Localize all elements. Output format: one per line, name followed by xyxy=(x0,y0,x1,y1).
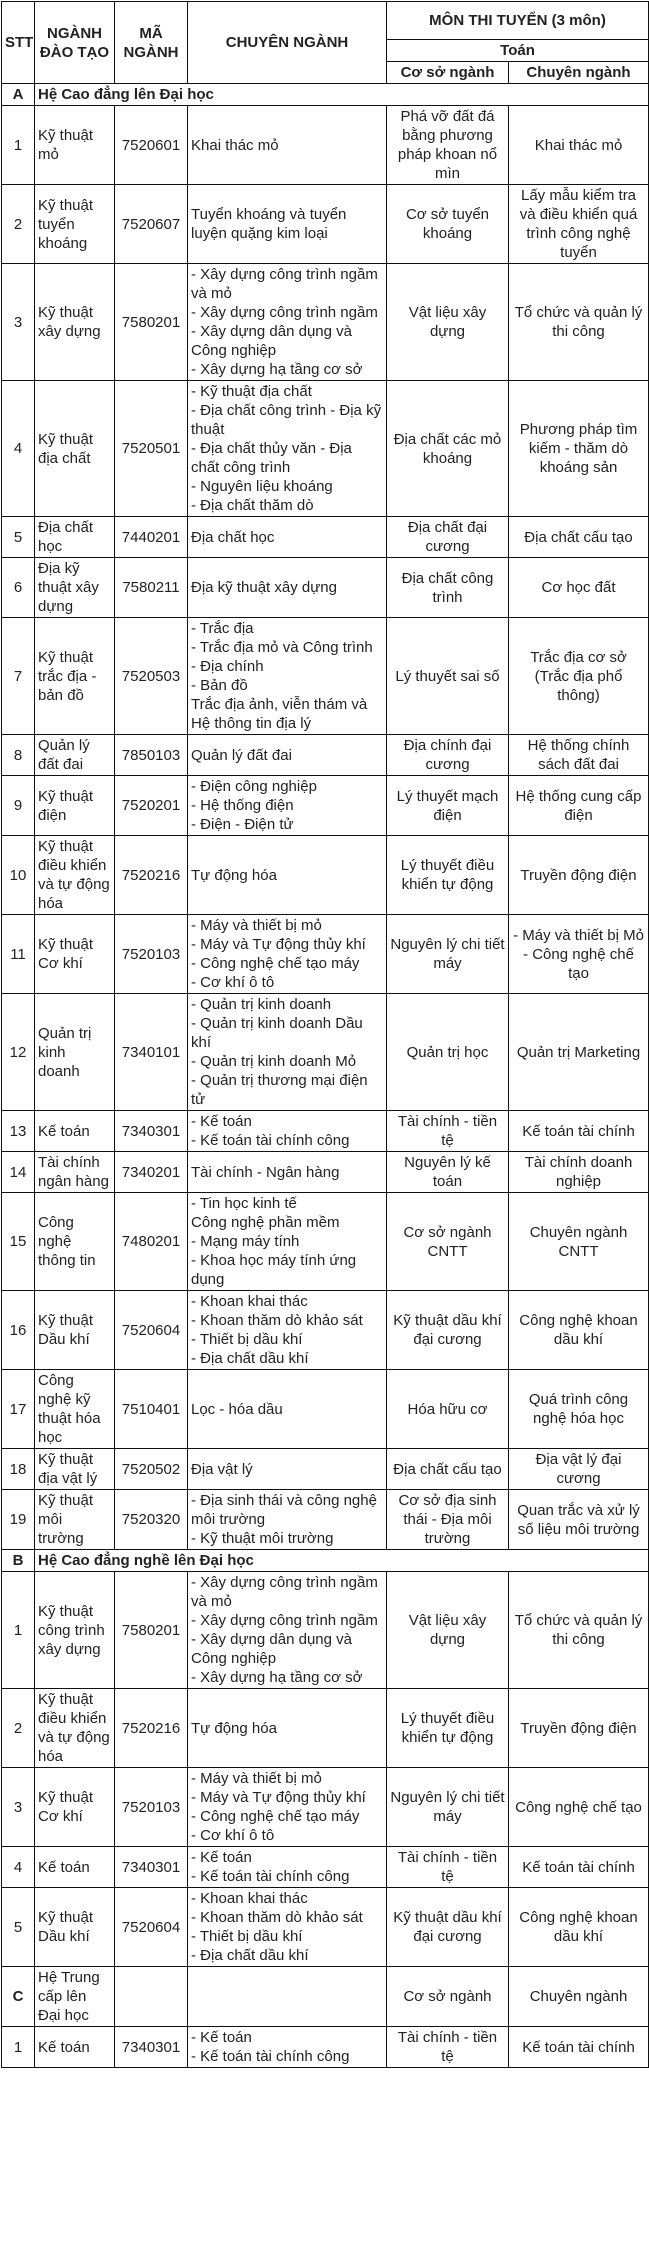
row-nganh: Kỹ thuật tuyển khoáng xyxy=(35,185,115,264)
section-chuyen-nganh: Chuyên ngành xyxy=(509,1967,649,2027)
row-chuyen-nganh-exam xyxy=(509,2027,649,2068)
specialization-line: - Địa chất dầu khí xyxy=(191,1350,309,1367)
row-chuyen-nganh xyxy=(188,1111,387,1152)
specialization-line: - Xây dựng hạ tầng cơ sở xyxy=(191,1669,363,1686)
specialization-line: - Kỹ thuật địa chất xyxy=(191,383,312,400)
header-chuyen-nganh-sub: Chuyên ngành xyxy=(509,62,649,84)
row-ma-nganh: 7580201 xyxy=(115,264,188,381)
table-row xyxy=(2,2027,649,2068)
row-stt: 4 xyxy=(2,381,35,517)
section-title: Hệ Cao đẳng lên Đại học xyxy=(35,84,649,106)
specialization-line: - Xây dựng dân dụng và Công nghiệp xyxy=(191,1631,352,1667)
header-chuyen-nganh: CHUYÊN NGÀNH xyxy=(188,2,387,84)
specialization-line: Tuyển khoáng và tuyển luyện quặng kim loại xyxy=(191,206,347,242)
row-stt: 13 xyxy=(2,1111,35,1152)
row-stt: 6 xyxy=(2,558,35,618)
row-co-so-nganh: Tài chính - tiền tệ xyxy=(387,1847,509,1888)
specialization-line: - Địa sinh thái và công nghệ môi trường xyxy=(191,1492,377,1528)
section-title: Hệ Trung cấp lên Đại học xyxy=(35,1967,115,2027)
row-nganh: Quản lý đất đai xyxy=(35,735,115,776)
exam-subject-line: - Công nghệ chế tạo xyxy=(523,945,634,982)
row-co-so-nganh: Quản trị học xyxy=(387,994,509,1111)
specialization-line: - Cơ khí ô tô xyxy=(191,1827,275,1844)
row-chuyen-nganh xyxy=(188,1888,387,1967)
row-chuyen-nganh-exam xyxy=(509,264,649,381)
specialization-line: - Máy và Tự động thủy khí xyxy=(191,1789,366,1806)
row-co-so-nganh: Hóa hữu cơ xyxy=(387,1370,509,1449)
row-ma-nganh: 7850103 xyxy=(115,735,188,776)
row-chuyen-nganh xyxy=(188,185,387,264)
row-nganh: Kế toán xyxy=(35,2027,115,2068)
row-chuyen-nganh xyxy=(188,735,387,776)
specialization-line: - Khoan thăm dò khảo sát xyxy=(191,1909,363,1926)
specialization-line: - Địa chính xyxy=(191,658,264,675)
table-row xyxy=(2,1291,649,1370)
header-co-so-nganh: Cơ sở ngành xyxy=(387,62,509,84)
specialization-line: - Cơ khí ô tô xyxy=(191,974,275,991)
specialization-line: - Xây dựng hạ tầng cơ sở xyxy=(191,361,363,378)
specialization-line: - Công nghệ chế tạo máy xyxy=(191,1808,360,1825)
exam-subject-line: - Máy và thiết bị Mỏ xyxy=(513,926,644,944)
table-row xyxy=(2,915,649,994)
row-chuyen-nganh-exam xyxy=(509,994,649,1111)
row-co-so-nganh: Kỹ thuật dầu khí đại cương xyxy=(387,1888,509,1967)
row-chuyen-nganh-exam xyxy=(509,1291,649,1370)
row-co-so-nganh: Lý thuyết điều khiển tự động xyxy=(387,836,509,915)
row-co-so-nganh: Tài chính - tiền tệ xyxy=(387,1111,509,1152)
row-nganh: Kỹ thuật Dầu khí xyxy=(35,1291,115,1370)
section-row-sectionA xyxy=(2,84,649,106)
row-chuyen-nganh xyxy=(188,1768,387,1847)
row-ma-nganh: 7480201 xyxy=(115,1193,188,1291)
exam-subject-line: Lấy mẫu kiểm tra và điều khiển quá trình công nghệ tuyển xyxy=(519,187,638,261)
row-chuyen-nganh-exam xyxy=(509,836,649,915)
row-nganh: Kỹ thuật điện xyxy=(35,776,115,836)
row-nganh: Kỹ thuật công trình xây dựng xyxy=(35,1572,115,1689)
exam-subject-line: Công nghệ khoan dầu khí xyxy=(519,1909,638,1945)
table-row xyxy=(2,264,649,381)
row-chuyen-nganh xyxy=(188,618,387,735)
row-stt: 1 xyxy=(2,1572,35,1689)
row-chuyen-nganh xyxy=(188,776,387,836)
row-chuyen-nganh xyxy=(188,1449,387,1490)
row-stt: 3 xyxy=(2,264,35,381)
exam-subject-line: Chuyên ngành CNTT xyxy=(529,1223,628,1260)
row-stt: 9 xyxy=(2,776,35,836)
specialization-line: Quản lý đất đai xyxy=(191,746,292,764)
row-co-so-nganh: Lý thuyết mạch điện xyxy=(387,776,509,836)
table-row xyxy=(2,517,649,558)
row-chuyen-nganh xyxy=(188,915,387,994)
row-chuyen-nganh xyxy=(188,1193,387,1291)
table-row xyxy=(2,1111,649,1152)
row-ma-nganh: 7520604 xyxy=(115,1291,188,1370)
specialization-line: - Kỹ thuật môi trường xyxy=(191,1530,334,1547)
row-chuyen-nganh xyxy=(188,1689,387,1768)
table-body xyxy=(2,84,649,2068)
exam-subject-line: Kế toán tài chính xyxy=(522,1122,635,1140)
row-ma-nganh: 7520201 xyxy=(115,776,188,836)
row-chuyen-nganh-exam xyxy=(509,735,649,776)
table-row xyxy=(2,836,649,915)
specialization-line: - Kế toán tài chính công xyxy=(191,1132,350,1149)
table-row xyxy=(2,1847,649,1888)
row-co-so-nganh: Phá vỡ đất đá bằng phương pháp khoan nổ mìn xyxy=(387,106,509,185)
table-row xyxy=(2,1152,649,1193)
specialization-line: - Địa chất thủy văn - Địa chất công trình xyxy=(191,440,352,476)
row-stt: 14 xyxy=(2,1152,35,1193)
row-co-so-nganh: Địa chất đại cương xyxy=(387,517,509,558)
row-nganh: Kế toán xyxy=(35,1847,115,1888)
section-row-sectionB xyxy=(2,1550,649,1572)
row-ma-nganh: 7340301 xyxy=(115,1847,188,1888)
specialization-line: Tự động hóa xyxy=(191,1719,277,1737)
table-row xyxy=(2,776,649,836)
row-chuyen-nganh-exam xyxy=(509,1572,649,1689)
row-chuyen-nganh-exam xyxy=(509,1111,649,1152)
row-chuyen-nganh xyxy=(188,106,387,185)
exam-subject-line: Hệ thống cung cấp điện xyxy=(515,787,642,824)
row-nganh: Kỹ thuật Dầu khí xyxy=(35,1888,115,1967)
row-chuyen-nganh-exam xyxy=(509,381,649,517)
row-nganh: Kỹ thuật điều khiển và tự động hóa xyxy=(35,836,115,915)
row-ma-nganh: 7340301 xyxy=(115,1111,188,1152)
header-mon-thi: MÔN THI TUYỂN (3 môn) xyxy=(387,2,649,40)
row-chuyen-nganh-exam xyxy=(509,1152,649,1193)
row-co-so-nganh: Nguyên lý kế toán xyxy=(387,1152,509,1193)
row-ma-nganh: 7520320 xyxy=(115,1490,188,1550)
row-ma-nganh: 7520103 xyxy=(115,915,188,994)
specialization-line: - Xây dựng công trình ngầm xyxy=(191,304,378,321)
exam-subject-line: Truyền động điện xyxy=(520,1719,637,1737)
exam-subject-line: Tài chính doanh nghiệp xyxy=(524,1154,633,1190)
row-stt: 8 xyxy=(2,735,35,776)
row-ma-nganh: 7520601 xyxy=(115,106,188,185)
row-co-so-nganh: Lý thuyết sai số xyxy=(387,618,509,735)
row-chuyen-nganh xyxy=(188,1291,387,1370)
row-chuyen-nganh-exam xyxy=(509,1689,649,1768)
row-nganh: Kỹ thuật địa chất xyxy=(35,381,115,517)
row-chuyen-nganh xyxy=(188,2027,387,2068)
table-row xyxy=(2,735,649,776)
row-chuyen-nganh-exam xyxy=(509,618,649,735)
row-ma-nganh: 7520604 xyxy=(115,1888,188,1967)
row-chuyen-nganh-exam xyxy=(509,1193,649,1291)
specialization-line: - Công nghệ chế tạo máy xyxy=(191,955,360,972)
row-nganh: Kỹ thuật địa vật lý xyxy=(35,1449,115,1490)
table-row xyxy=(2,994,649,1111)
row-chuyen-nganh xyxy=(188,836,387,915)
row-chuyen-nganh xyxy=(188,1490,387,1550)
row-chuyen-nganh xyxy=(188,517,387,558)
specialization-line: Tự động hóa xyxy=(191,866,277,884)
row-co-so-nganh: Vật liệu xây dựng xyxy=(387,1572,509,1689)
row-co-so-nganh: Kỹ thuật dầu khí đại cương xyxy=(387,1291,509,1370)
row-stt: 2 xyxy=(2,1689,35,1768)
section-code: B xyxy=(2,1550,35,1572)
row-chuyen-nganh-exam xyxy=(509,517,649,558)
row-stt: 5 xyxy=(2,517,35,558)
specialization-line: - Máy và Tự động thủy khí xyxy=(191,936,366,953)
row-nganh: Quản trị kinh doanh xyxy=(35,994,115,1111)
exam-subject-line: Trắc địa cơ sở (Trắc địa phổ thông) xyxy=(530,648,627,704)
row-chuyen-nganh-exam xyxy=(509,1888,649,1967)
row-ma-nganh: 7520216 xyxy=(115,836,188,915)
row-chuyen-nganh-exam xyxy=(509,106,649,185)
exam-subject-line: Quan trắc và xử lý số liệu môi trường xyxy=(517,1501,640,1538)
row-chuyen-nganh xyxy=(188,1370,387,1449)
specialization-line: - Xây dựng công trình ngầm xyxy=(191,1612,378,1629)
row-co-so-nganh: Địa chính đại cương xyxy=(387,735,509,776)
specialization-line: - Thiết bị dầu khí xyxy=(191,1331,303,1348)
specialization-line: Địa kỹ thuật xây dựng xyxy=(191,579,337,596)
table-row xyxy=(2,185,649,264)
exam-subject-line: Địa vật lý đại cương xyxy=(535,1451,622,1487)
specialization-line: - Điện - Điện tử xyxy=(191,816,294,833)
row-co-so-nganh: Địa chất công trình xyxy=(387,558,509,618)
exam-subject-line: Khai thác mỏ xyxy=(534,136,623,154)
exam-subject-line: Tổ chức và quản lý thi công xyxy=(514,304,643,340)
row-nganh: Kỹ thuật mỏ xyxy=(35,106,115,185)
header-ma-nganh: MÃ NGÀNH xyxy=(115,2,188,84)
row-co-so-nganh: Lý thuyết điều khiển tự động xyxy=(387,1689,509,1768)
row-stt: 7 xyxy=(2,618,35,735)
specialization-line: - Quản trị kinh doanh Dầu khí xyxy=(191,1015,363,1051)
row-ma-nganh: 7580211 xyxy=(115,558,188,618)
specialization-line: - Quản trị thương mại điện tử xyxy=(191,1072,368,1108)
row-chuyen-nganh-exam xyxy=(509,776,649,836)
row-nganh: Kỹ thuật Cơ khí xyxy=(35,1768,115,1847)
row-chuyen-nganh xyxy=(188,381,387,517)
row-nganh: Địa chất học xyxy=(35,517,115,558)
specialization-line: - Máy và thiết bị mỏ xyxy=(191,917,322,934)
row-chuyen-nganh-exam xyxy=(509,1449,649,1490)
row-nganh: Kế toán xyxy=(35,1111,115,1152)
row-co-so-nganh: Cơ sở tuyển khoáng xyxy=(387,185,509,264)
row-stt: 3 xyxy=(2,1768,35,1847)
exam-subject-line: Kế toán tài chính xyxy=(522,2038,635,2056)
admission-table xyxy=(1,1,649,2068)
table-row xyxy=(2,1689,649,1768)
exam-subject-line: Tổ chức và quản lý thi công xyxy=(514,1612,643,1648)
row-ma-nganh: 7520607 xyxy=(115,185,188,264)
row-chuyen-nganh-exam xyxy=(509,558,649,618)
row-co-so-nganh: Địa chất các mỏ khoáng xyxy=(387,381,509,517)
table-row xyxy=(2,618,649,735)
row-stt: 18 xyxy=(2,1449,35,1490)
section-empty xyxy=(115,1967,188,2027)
row-co-so-nganh: Vật liệu xây dựng xyxy=(387,264,509,381)
row-chuyen-nganh xyxy=(188,1572,387,1689)
row-chuyen-nganh-exam xyxy=(509,1847,649,1888)
table-row xyxy=(2,1490,649,1550)
exam-subject-line: Địa chất cấu tạo xyxy=(524,528,633,546)
specialization-line: - Tin học kinh tế xyxy=(191,1195,297,1212)
row-chuyen-nganh xyxy=(188,994,387,1111)
specialization-line: - Bản đồ xyxy=(191,677,248,694)
exam-subject-line: Cơ học đất xyxy=(541,579,616,596)
row-stt: 15 xyxy=(2,1193,35,1291)
row-ma-nganh: 7340101 xyxy=(115,994,188,1111)
row-co-so-nganh: Cơ sở ngành CNTT xyxy=(387,1193,509,1291)
specialization-line: - Xây dựng công trình ngầm và mỏ xyxy=(191,1574,378,1610)
row-chuyen-nganh-exam xyxy=(509,1768,649,1847)
row-nganh: Công nghệ kỹ thuật hóa học xyxy=(35,1370,115,1449)
row-stt: 10 xyxy=(2,836,35,915)
row-stt: 12 xyxy=(2,994,35,1111)
row-chuyen-nganh-exam xyxy=(509,915,649,994)
specialization-line: - Địa chất công trình - Địa kỹ thuật xyxy=(191,402,382,438)
section-coso: Cơ sở ngành xyxy=(387,1967,509,2027)
table-row xyxy=(2,106,649,185)
row-co-so-nganh: Nguyên lý chi tiết máy xyxy=(387,915,509,994)
specialization-line: - Hệ thống điện xyxy=(191,797,294,814)
row-ma-nganh: 7520501 xyxy=(115,381,188,517)
specialization-line: - Khoan khai thác xyxy=(191,1293,308,1310)
row-stt: 5 xyxy=(2,1888,35,1967)
section-code: C xyxy=(2,1967,35,2027)
row-stt: 11 xyxy=(2,915,35,994)
specialization-line: - Quản trị kinh doanh xyxy=(191,996,332,1013)
exam-subject-line: Công nghệ chế tạo xyxy=(515,1798,642,1816)
specialization-line: - Kế toán xyxy=(191,1113,252,1130)
exam-subject-line: Phương pháp tìm kiếm - thăm dò khoáng sản xyxy=(519,421,638,476)
row-co-so-nganh: Địa chất cấu tạo xyxy=(387,1449,509,1490)
specialization-line: - Địa chất dầu khí xyxy=(191,1947,309,1964)
exam-subject-line: Kế toán tài chính xyxy=(522,1858,635,1876)
specialization-line: - Xây dựng dân dụng và Công nghiệp xyxy=(191,323,352,359)
specialization-line: Công nghệ phần mềm xyxy=(191,1214,340,1231)
row-nganh: Kỹ thuật điều khiển và tự động hóa xyxy=(35,1689,115,1768)
specialization-line: - Khoan thăm dò khảo sát xyxy=(191,1312,363,1329)
specialization-line: - Kế toán xyxy=(191,2029,252,2046)
row-ma-nganh: 7520216 xyxy=(115,1689,188,1768)
row-nganh: Tài chính ngân hàng xyxy=(35,1152,115,1193)
row-ma-nganh: 7580201 xyxy=(115,1572,188,1689)
table-row xyxy=(2,1370,649,1449)
table-row xyxy=(2,1768,649,1847)
table-row xyxy=(2,558,649,618)
row-chuyen-nganh-exam xyxy=(509,1490,649,1550)
exam-subject-line: Hệ thống chính sách đất đai xyxy=(527,737,630,773)
specialization-line: - Kế toán tài chính công xyxy=(191,2048,350,2065)
specialization-line: Khai thác mỏ xyxy=(191,136,279,154)
row-stt: 1 xyxy=(2,106,35,185)
specialization-line: - Quản trị kinh doanh Mỏ xyxy=(191,1053,357,1070)
table-row xyxy=(2,1888,649,1967)
row-chuyen-nganh xyxy=(188,558,387,618)
row-co-so-nganh: Tài chính - tiền tệ xyxy=(387,2027,509,2068)
table-row xyxy=(2,381,649,517)
specialization-line: - Kế toán tài chính công xyxy=(191,1868,350,1885)
header-toan: Toán xyxy=(387,40,649,62)
row-chuyen-nganh-exam xyxy=(509,185,649,264)
specialization-line: - Trắc địa xyxy=(191,620,254,637)
specialization-line: - Máy và thiết bị mỏ xyxy=(191,1770,322,1787)
exam-subject-line: Quản trị Marketing xyxy=(516,1043,641,1061)
row-chuyen-nganh xyxy=(188,1847,387,1888)
row-ma-nganh: 7520103 xyxy=(115,1768,188,1847)
exam-subject-line: Quá trình công nghệ hóa học xyxy=(528,1391,629,1427)
specialization-line: - Mạng máy tính xyxy=(191,1233,300,1250)
section-empty xyxy=(188,1967,387,2027)
specialization-line: Địa vật lý xyxy=(191,1460,253,1478)
row-nganh: Kỹ thuật môi trường xyxy=(35,1490,115,1550)
specialization-line: - Kế toán xyxy=(191,1849,252,1866)
row-nganh: Công nghệ thông tin xyxy=(35,1193,115,1291)
table-row xyxy=(2,1193,649,1291)
specialization-line: Địa chất học xyxy=(191,528,275,546)
row-ma-nganh: 7510401 xyxy=(115,1370,188,1449)
row-nganh: Kỹ thuật xây dựng xyxy=(35,264,115,381)
row-ma-nganh: 7440201 xyxy=(115,517,188,558)
row-nganh: Kỹ thuật trắc địa - bản đồ xyxy=(35,618,115,735)
row-stt: 4 xyxy=(2,1847,35,1888)
row-nganh: Kỹ thuật Cơ khí xyxy=(35,915,115,994)
row-nganh: Địa kỹ thuật xây dựng xyxy=(35,558,115,618)
specialization-line: - Trắc địa mỏ và Công trình xyxy=(191,639,373,656)
row-ma-nganh: 7520502 xyxy=(115,1449,188,1490)
row-stt: 2 xyxy=(2,185,35,264)
specialization-line: - Nguyên liệu khoáng xyxy=(191,478,333,495)
section-row-sectionC xyxy=(2,1967,649,2027)
row-ma-nganh: 7340301 xyxy=(115,2027,188,2068)
exam-subject-line: Truyền động điện xyxy=(520,866,637,884)
specialization-line: - Xây dựng công trình ngầm và mỏ xyxy=(191,266,378,302)
specialization-line: - Điện công nghiệp xyxy=(191,778,317,795)
row-chuyen-nganh xyxy=(188,1152,387,1193)
header-nganh: NGÀNH ĐÀO TẠO xyxy=(35,2,115,84)
row-ma-nganh: 7340201 xyxy=(115,1152,188,1193)
specialization-line: Lọc - hóa dầu xyxy=(191,1400,283,1418)
row-stt: 16 xyxy=(2,1291,35,1370)
row-co-so-nganh: Cơ sở địa sinh thái - Địa môi trường xyxy=(387,1490,509,1550)
row-chuyen-nganh-exam xyxy=(509,1370,649,1449)
row-stt: 1 xyxy=(2,2027,35,2068)
specialization-line: Tài chính - Ngân hàng xyxy=(191,1163,340,1181)
specialization-line: Trắc địa ảnh, viễn thám và Hệ thông tin địa lý xyxy=(191,696,368,732)
row-co-so-nganh: Nguyên lý chi tiết máy xyxy=(387,1768,509,1847)
specialization-line: - Thiết bị dầu khí xyxy=(191,1928,303,1945)
table-row xyxy=(2,1572,649,1689)
section-title: Hệ Cao đẳng nghề lên Đại học xyxy=(35,1550,649,1572)
row-ma-nganh: 7520503 xyxy=(115,618,188,735)
row-chuyen-nganh xyxy=(188,264,387,381)
exam-subject-line: Công nghệ khoan dầu khí xyxy=(519,1312,638,1348)
row-stt: 19 xyxy=(2,1490,35,1550)
specialization-line: - Khoa học máy tính ứng dụng xyxy=(191,1252,357,1288)
section-code: A xyxy=(2,84,35,106)
specialization-line: - Địa chất thăm dò xyxy=(191,497,314,514)
specialization-line: - Khoan khai thác xyxy=(191,1890,308,1907)
table-row xyxy=(2,1449,649,1490)
header-stt: STT xyxy=(2,2,35,84)
row-stt: 17 xyxy=(2,1370,35,1449)
